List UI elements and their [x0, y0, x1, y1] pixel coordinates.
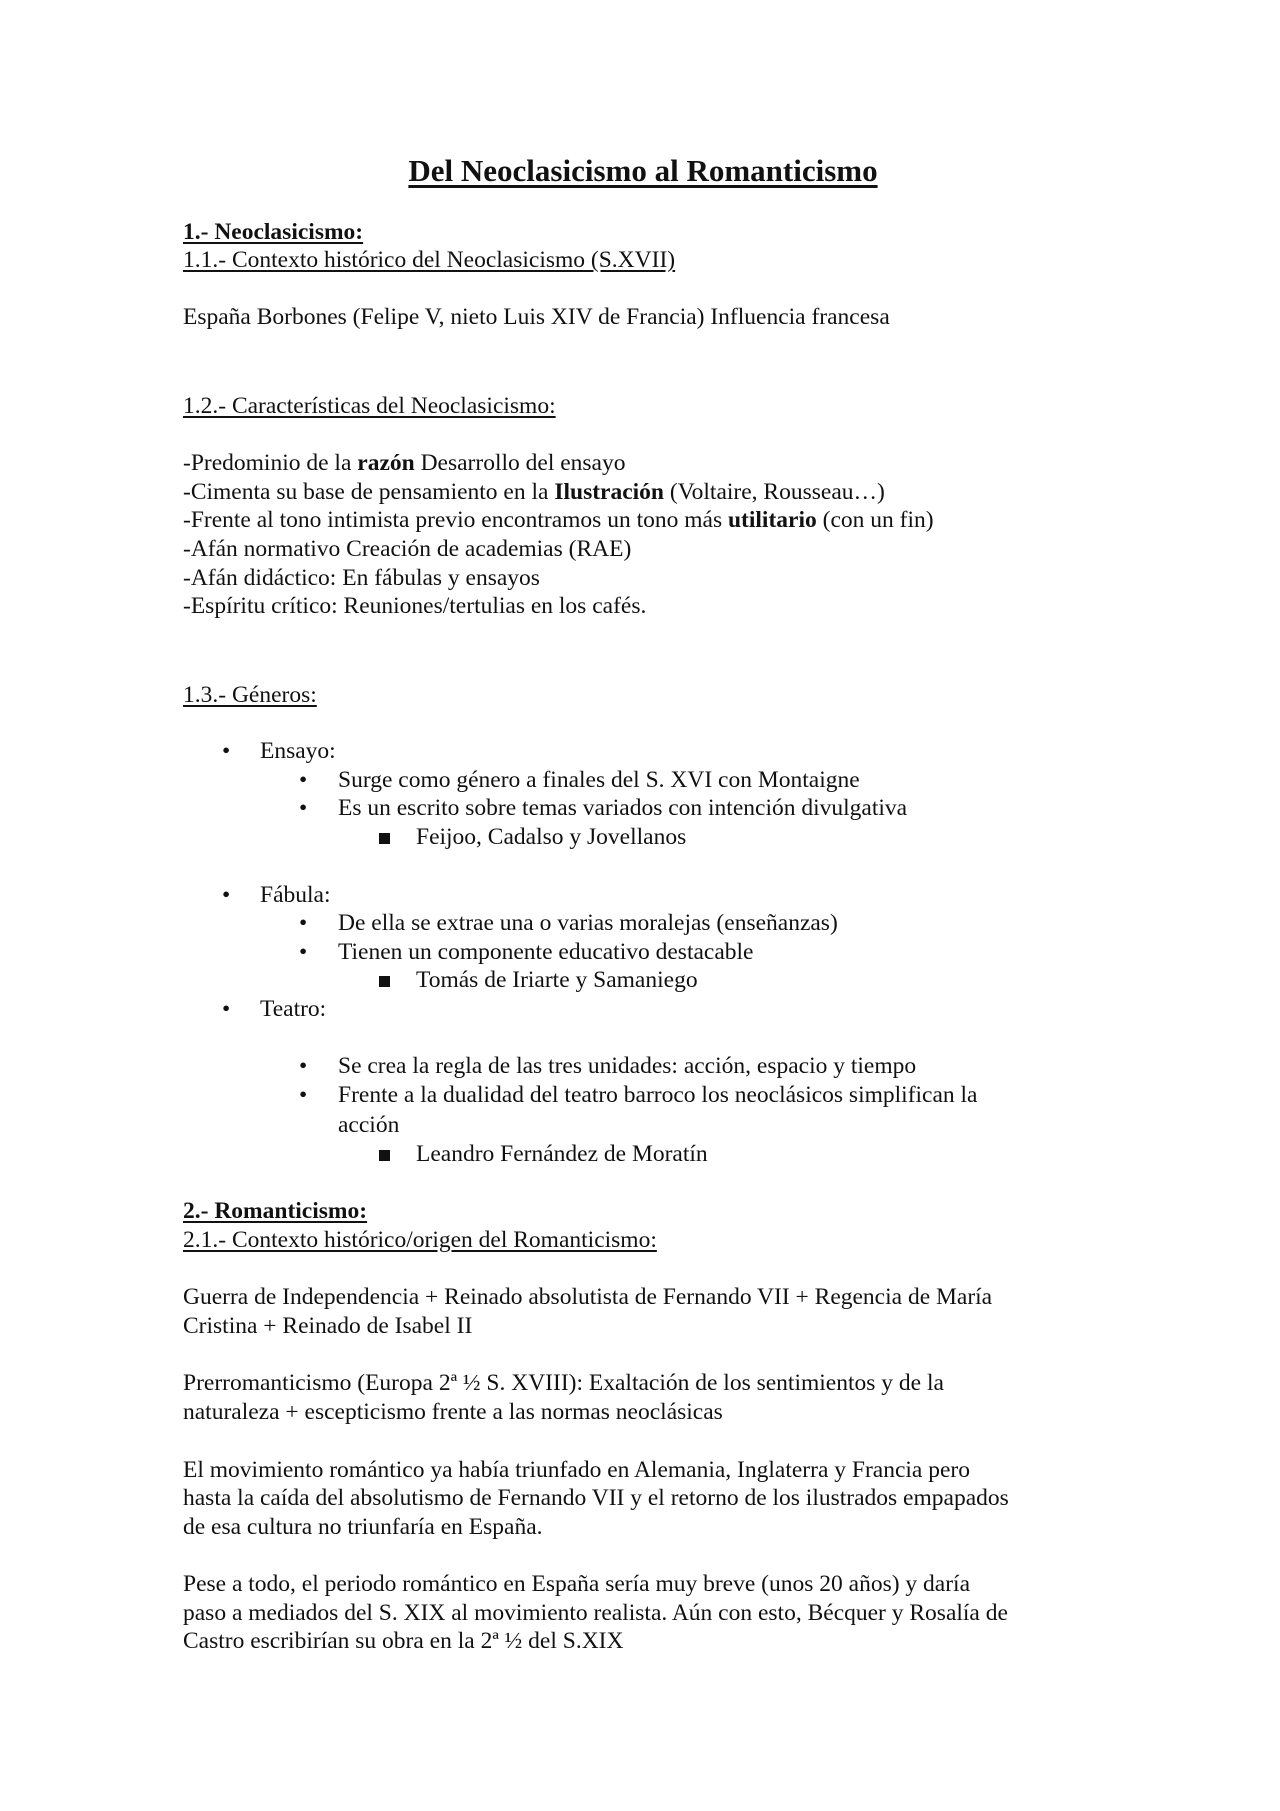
characteristic-1: -Predominio de la razón Desarrollo del ensayo: [183, 450, 626, 476]
paragraph-4-line-2: paso a mediados del S. XIX al movimiento realista. Aún con esto, Bécquer y Rosalía de: [183, 1600, 1008, 1626]
section-2-heading: 2.- Romanticismo:: [183, 1198, 368, 1224]
fabula-point-1: De ella se extrae una o varias moralejas (enseñanzas): [338, 910, 838, 936]
subsection-2-1-heading: 2.1.- Contexto histórico/origen del Romanticismo:: [183, 1227, 657, 1253]
fabula-authors: Tomás de Iriarte y Samaniego: [416, 967, 698, 993]
paragraph-4-line-3: Castro escribirían su obra en la 2ª ½ del S.XIX: [183, 1628, 624, 1654]
bullet-icon: •: [222, 996, 231, 1022]
teatro-point-2-cont: acción: [338, 1112, 400, 1138]
paragraph-1-line-1: Guerra de Independencia + Reinado absolutista de Fernando VII + Regencia de María: [183, 1284, 993, 1310]
characteristic-5: -Afán didáctico: En fábulas y ensayos: [183, 565, 540, 591]
bullet-icon: •: [299, 910, 308, 936]
square-bullet-icon: [379, 1150, 390, 1161]
teatro-point-2: Frente a la dualidad del teatro barroco los neoclásicos simplifican la: [338, 1082, 978, 1108]
bullet-icon: •: [299, 767, 308, 793]
paragraph-4-line-1: Pese a todo, el periodo romántico en España sería muy breve (unos 20 años) y daría: [183, 1571, 971, 1597]
ensayo-authors: Feijoo, Cadalso y Jovellanos: [416, 824, 687, 850]
ensayo-point-2: Es un escrito sobre temas variados con intención divulgativa: [338, 795, 908, 821]
paragraph-3-line-2: hasta la caída del absolutismo de Fernando VII y el retorno de los ilustrados empapados: [183, 1485, 1009, 1511]
subsection-1-3-heading: 1.3.- Géneros:: [183, 682, 317, 708]
square-bullet-icon: [379, 976, 390, 987]
teatro-point-1: Se crea la regla de las tres unidades: acción, espacio y tiempo: [338, 1053, 917, 1079]
paragraph-3-line-1: El movimiento romántico ya había triunfado en Alemania, Inglaterra y Francia pero: [183, 1457, 970, 1483]
teatro-authors: Leandro Fernández de Moratín: [416, 1141, 708, 1167]
fabula-point-2: Tienen un componente educativo destacable: [338, 939, 754, 965]
subsection-1-1-heading: 1.1.- Contexto histórico del Neoclasicismo (S.XVII): [183, 247, 676, 273]
characteristic-4: -Afán normativo Creación de academias (RAE): [183, 536, 632, 562]
paragraph-3-line-3: de esa cultura no triunfaría en España.: [183, 1514, 543, 1540]
genre-ensayo: Ensayo:: [260, 738, 336, 764]
bullet-icon: •: [299, 795, 308, 821]
genre-fabula: Fábula:: [260, 882, 331, 908]
section-1-heading: 1.- Neoclasicismo:: [183, 219, 364, 245]
bullet-icon: •: [222, 738, 231, 764]
ensayo-point-1: Surge como género a finales del S. XVI con Montaigne: [338, 767, 860, 793]
genre-teatro: Teatro:: [260, 996, 327, 1022]
subsection-1-2-heading: 1.2.- Características del Neoclasicismo:: [183, 393, 556, 419]
paragraph-2-line-2: naturaleza + escepticismo frente a las normas neoclásicas: [183, 1399, 723, 1425]
bullet-icon: •: [222, 882, 231, 908]
bullet-icon: •: [299, 1082, 308, 1108]
characteristic-3: -Frente al tono intimista previo encontramos un tono más utilitario (con un fin): [183, 507, 934, 533]
paragraph-2-line-1: Prerromanticismo (Europa 2ª ½ S. XVIII): Exaltación de los sentimientos y de la: [183, 1370, 944, 1396]
characteristic-2: -Cimenta su base de pensamiento en la Ilustración (Voltaire, Rousseau…): [183, 479, 885, 505]
square-bullet-icon: [379, 833, 390, 844]
document-title: Del Neoclasicismo al Romanticismo: [408, 153, 878, 188]
bullet-icon: •: [299, 939, 308, 965]
paragraph-1-line-2: Cristina + Reinado de Isabel II: [183, 1313, 473, 1339]
context-text: España Borbones (Felipe V, nieto Luis XIV de Francia) Influencia francesa: [183, 304, 890, 330]
characteristic-6: -Espíritu crítico: Reuniones/tertulias en los cafés.: [183, 593, 647, 619]
bullet-icon: •: [299, 1053, 308, 1079]
